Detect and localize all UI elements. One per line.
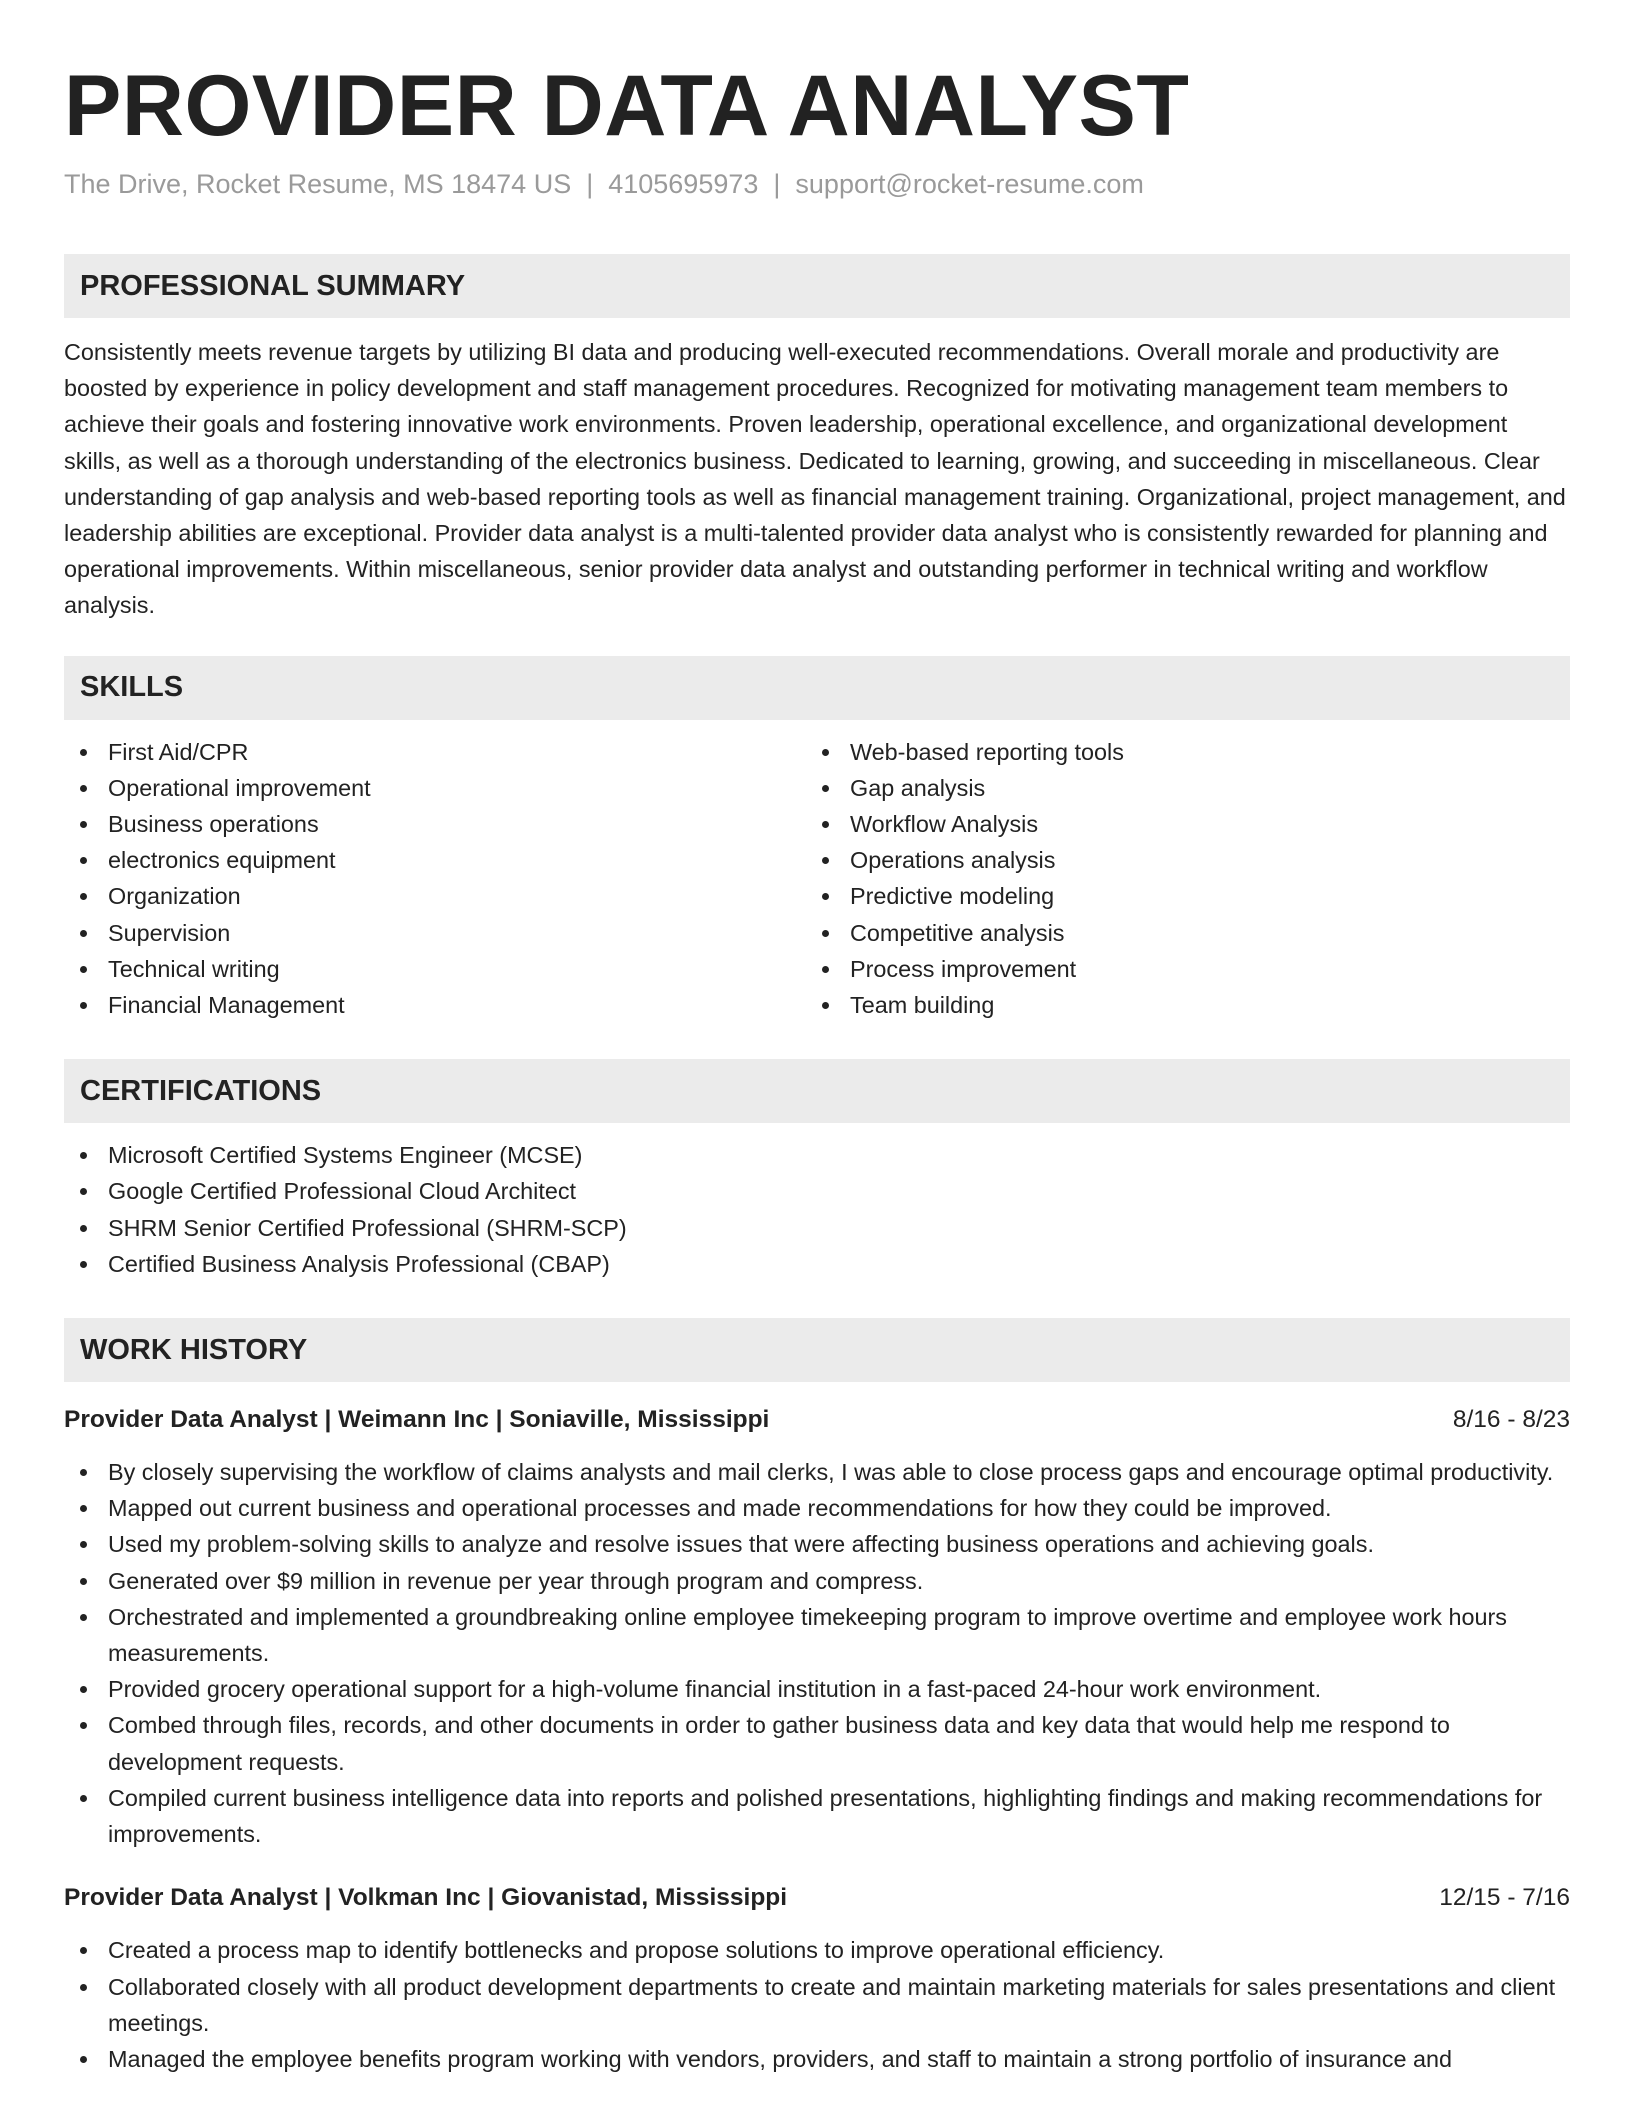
job-bullet: Combed through files, records, and other documents in order to gather business data and key data that would help me respond to development requests. xyxy=(64,1707,1570,1779)
skill-item: First Aid/CPR xyxy=(64,734,806,770)
job-dates: 8/16 - 8/23 xyxy=(1452,1406,1570,1434)
skill-item: Technical writing xyxy=(64,951,806,987)
job-bullet: Orchestrated and implemented a groundbreaking online employee timekeeping program to improve overtime and employee work hours measurements. xyxy=(64,1599,1570,1671)
skill-item: Supervision xyxy=(64,915,806,951)
job-header xyxy=(64,1880,1570,1916)
contact-phone: 4105695973 xyxy=(608,169,759,199)
job-bullets xyxy=(64,1454,1570,1852)
certification-item: SHRM Senior Certified Professional (SHRM-SCP) xyxy=(64,1210,1570,1246)
certification-item: Certified Business Analysis Professional (CBAP) xyxy=(64,1246,1570,1282)
skill-item: Competitive analysis xyxy=(806,915,1548,951)
job-bullet: Compiled current business intelligence data into reports and polished presentations, highlighting findings and making recommendations for improvements. xyxy=(64,1780,1570,1852)
skill-item: Operations analysis xyxy=(806,842,1548,878)
skill-item: Web-based reporting tools xyxy=(806,734,1548,770)
job-title: Provider Data Analyst | Volkman Inc | Giovanistad, Mississippi xyxy=(64,1884,788,1912)
skill-item: Operational improvement xyxy=(64,770,806,806)
skill-item: Financial Management xyxy=(64,987,806,1023)
skill-item: Organization xyxy=(64,878,806,914)
contact-address: The Drive, Rocket Resume, MS 18474 US xyxy=(64,169,572,199)
skill-item: Process improvement xyxy=(806,951,1548,987)
resume-page xyxy=(64,0,1570,2077)
skill-item: Gap analysis xyxy=(806,770,1548,806)
work-history-heading: WORK HISTORY xyxy=(64,1318,1570,1382)
skill-item: electronics equipment xyxy=(64,842,806,878)
contact-email: support@rocket-resume.com xyxy=(795,169,1144,199)
skill-item: Team building xyxy=(806,987,1548,1023)
certification-item: Microsoft Certified Systems Engineer (MCSE) xyxy=(64,1137,1570,1173)
job-bullet: Generated over $9 million in revenue per year through program and compress. xyxy=(64,1563,1570,1599)
skill-item: Workflow Analysis xyxy=(806,806,1548,842)
job-bullet: By closely supervising the workflow of claims analysts and mail clerks, I was able to close process gaps and encourage optimal productivity. xyxy=(64,1454,1570,1490)
job-bullet: Collaborated closely with all product development departments to create and maintain marketing materials for sales presentations and client meetings. xyxy=(64,1969,1570,2041)
certifications-list xyxy=(64,1137,1570,1282)
contact-line xyxy=(64,166,1570,202)
contact-separator: | xyxy=(773,169,781,199)
job-bullets xyxy=(64,1932,1570,2077)
summary-text: Consistently meets revenue targets by utilizing BI data and producing well-executed recommendations. Overall morale and productivity are boosted by experience in policy development and staff management procedures. Recognized for motivating management team members to achieve their goals and fostering innovative work environments. Proven leadership, operational excellence, and organizational development skills, as well as a thorough understanding of the electronics business. Dedicated to learning, growing, and succeeding in miscellaneous. Clear understanding of gap analysis and web-based reporting tools as well as financial management training. Organizational, project management, and leadership abilities are exceptional. Provider data analyst is a multi-talented provider data analyst who is consistently rewarded for planning and operational improvements. Within miscellaneous, senior provider data analyst and outstanding performer in technical writing and workflow analysis. xyxy=(64,339,1566,619)
skill-item: Predictive modeling xyxy=(806,878,1548,914)
job-bullet: Used my problem-solving skills to analyze and resolve issues that were affecting business operations and achieving goals. xyxy=(64,1526,1570,1562)
skill-item: Business operations xyxy=(64,806,806,842)
skills-left-column xyxy=(64,734,806,1024)
contact-separator: | xyxy=(586,169,594,199)
resume-name: PROVIDER DATA ANALYST xyxy=(64,58,1190,154)
skills-right-column xyxy=(806,734,1548,1024)
job-bullet: Mapped out current business and operational processes and made recommendations for how they could be improved. xyxy=(64,1490,1570,1526)
certification-item: Google Certified Professional Cloud Architect xyxy=(64,1173,1570,1209)
certifications-heading: CERTIFICATIONS xyxy=(64,1059,1570,1123)
skills-heading: SKILLS xyxy=(64,656,1570,720)
job-title: Provider Data Analyst | Weimann Inc | Soniaville, Mississippi xyxy=(64,1406,770,1434)
skills-grid xyxy=(64,734,1570,1024)
job-header xyxy=(64,1402,1570,1438)
job-dates: 12/15 - 7/16 xyxy=(1439,1884,1570,1912)
summary-heading: PROFESSIONAL SUMMARY xyxy=(64,254,1570,318)
job-bullet: Managed the employee benefits program working with vendors, providers, and staff to maintain a strong portfolio of insurance and xyxy=(64,2041,1570,2077)
job-bullet: Created a process map to identify bottlenecks and propose solutions to improve operational efficiency. xyxy=(64,1932,1570,1968)
job-bullet: Provided grocery operational support for a high-volume financial institution in a fast-paced 24-hour work environment. xyxy=(64,1671,1570,1707)
